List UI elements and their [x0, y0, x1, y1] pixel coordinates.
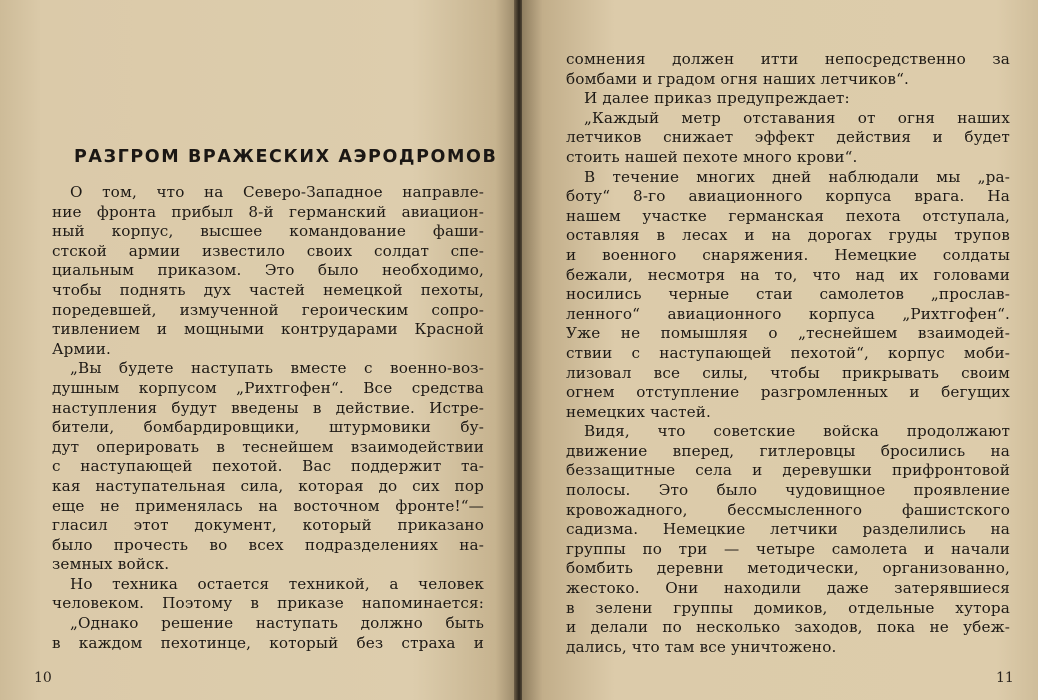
text-line: в зелени группы домиков, отдельные хутора: [566, 598, 1010, 617]
left-page: [0, 0, 516, 700]
right-text-column: [566, 50, 1010, 657]
text-line: О том, что на Северо-Западное направле-: [70, 183, 484, 201]
text-line: дут оперировать в теснейшем взаимодействии: [52, 437, 484, 456]
text-line: нашем участке германская пехота отступала,: [566, 206, 1010, 225]
text-line: И далее приказ предупреждает:: [584, 89, 850, 108]
text-line: дались, что там все уничтожено.: [566, 637, 837, 656]
text-line: ние фронта прибыл 8-й германский авиацион-: [52, 202, 484, 221]
text-line: стоить нашей пехоте много крови“.: [566, 147, 858, 166]
text-line: Но техника остается техникой, а человек: [70, 574, 484, 593]
text-line: „Каждый метр отставания от огня наших: [584, 108, 1010, 127]
text-line: летчиков снижает эффект действия и будет: [566, 128, 1010, 147]
text-line: бомбами и градом огня наших летчиков“.: [566, 69, 910, 88]
page-number-left: 10: [34, 670, 52, 686]
text-line: и делали по несколько заходов, пока не убеж-: [566, 618, 1010, 637]
text-line: бители, бомбардировщики, штурмовики бу-: [52, 418, 484, 437]
text-line: беззащитные села и деревушки прифронтовой: [566, 461, 1010, 480]
text-line: В течение многих дней наблюдали мы „ра-: [584, 167, 1010, 186]
text-line: ленного“ авиационного корпуса „Рихтгофен“.: [566, 304, 1010, 323]
text-line: ный корпус, высшее командование фаши-: [52, 222, 484, 241]
left-text-column: [52, 183, 484, 653]
chapter-heading: РАЗГРОМ ВРАЖЕСКИХ АЭРОДРОМОВ: [74, 147, 498, 167]
text-line: носились черные стаи самолетов „прослав-: [566, 285, 1010, 304]
text-line: стской армии известило своих солдат спе-: [52, 241, 484, 260]
text-line: полосы. Это было чудовищное проявление: [566, 481, 1010, 500]
text-line: душным корпусом „Рихтгофен“. Все средства: [52, 378, 484, 397]
text-line: сомнения должен итти непосредственно за: [566, 50, 1010, 68]
text-line: кая наступательная сила, которая до сих пор: [52, 476, 484, 495]
page-number-right: 11: [996, 670, 1014, 686]
text-line: „Вы будете наступать вместе с военно-воз-: [70, 359, 484, 378]
text-line: садизма. Немецкие летчики разделились на: [566, 520, 1010, 539]
text-line: поредевшей, измученной героическим сопро-: [52, 300, 484, 319]
text-line: Уже не помышляя о „теснейшем взаимодей-: [566, 324, 1010, 343]
text-line: немецких частей.: [566, 402, 712, 421]
text-line: чтобы поднять дух частей немецкой пехоты,: [52, 280, 484, 299]
text-line: наступления будут введены в действие. Истре-: [52, 398, 484, 417]
text-line: было прочесть во всех подразделениях на-: [52, 535, 484, 554]
text-line: огнем отступление разгромленных и бегущих: [566, 383, 1010, 402]
text-line: жестоко. Они находили даже затерявшиеся: [566, 579, 1010, 598]
text-line: Армии.: [52, 339, 112, 358]
text-line: боту“ 8-го авиационного корпуса врага. На: [566, 187, 1010, 206]
text-line: кровожадного, бессмысленного фашистского: [566, 500, 1010, 519]
text-line: движение вперед, гитлеровцы бросились на: [566, 441, 1010, 460]
text-line: земных войск.: [52, 555, 170, 574]
text-line: ствии с наступающей пехотой“, корпус моби-: [566, 343, 1010, 362]
text-line: „Однако решение наступать должно быть: [70, 614, 484, 633]
text-line: и военного снаряжения. Немецкие солдаты: [566, 245, 1010, 264]
text-line: Видя, что советские войска продолжают: [584, 422, 1010, 441]
text-line: бежали, несмотря на то, что над их головами: [566, 265, 1010, 284]
text-line: еще не применялась на восточном фронте!“—: [52, 496, 484, 515]
text-line: группы по три — четыре самолета и начали: [566, 539, 1010, 558]
text-line: бомбить деревни методически, организованно,: [566, 559, 1010, 578]
text-line: оставляя в лесах и на дорогах груды трупов: [566, 226, 1010, 245]
text-line: циальным приказом. Это было необходимо,: [52, 261, 484, 280]
text-line: человеком. Поэтому в приказе напоминается:: [52, 594, 484, 613]
text-line: лизовал все силы, чтобы прикрывать своим: [566, 363, 1010, 382]
text-line: тивлением и мощными контрударами Красной: [52, 320, 484, 339]
text-line: в каждом пехотинце, который без страха и: [52, 633, 484, 652]
right-page: [522, 0, 1038, 700]
text-line: гласил этот документ, который приказано: [52, 516, 484, 535]
text-line: с наступающей пехотой. Вас поддержит та-: [52, 457, 484, 476]
